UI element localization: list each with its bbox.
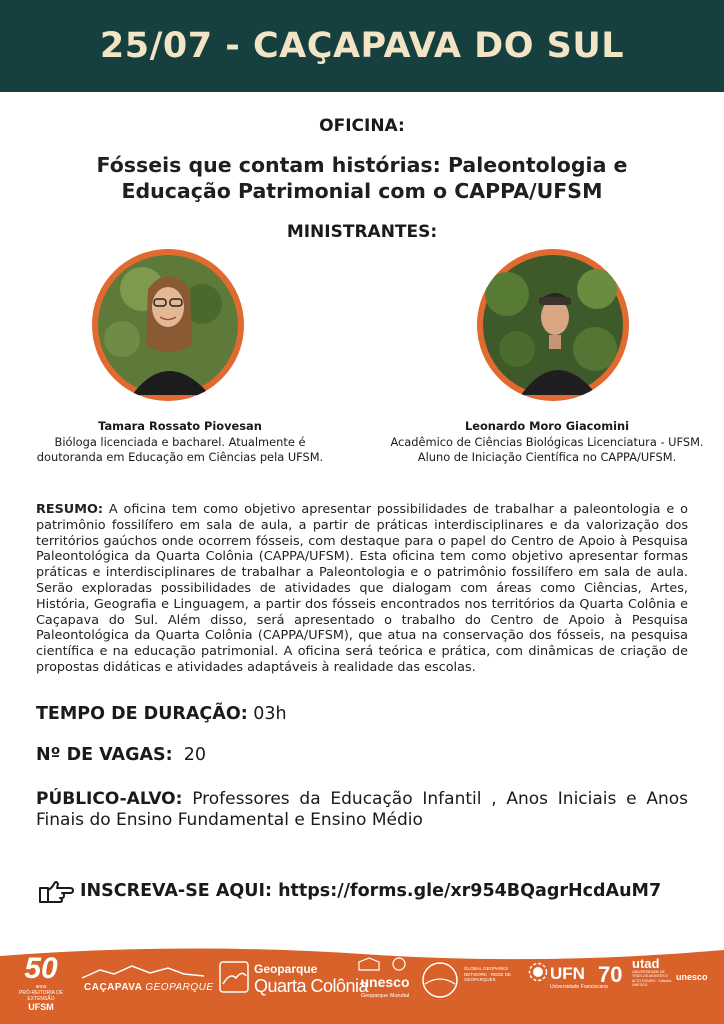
globe-icon (420, 960, 460, 1000)
duracao-line (36, 704, 287, 724)
speaker-photo-tamara (92, 249, 244, 401)
speaker-bio: Acadêmico de Ciências Biológicas Licenciatura - UFSM. Aluno de Iniciação Científica no CAPPA/UFSM. (390, 435, 704, 464)
inscricao-line (38, 876, 661, 906)
inscricao-link[interactable]: https://forms.gle/xr954BQagrHcdAuM7 (278, 881, 662, 901)
speaker-photo-leonardo (477, 249, 629, 401)
speaker-card-leonardo (384, 419, 710, 465)
duracao-value: 03h (253, 704, 287, 724)
speaker-name: Tamara Rossato Piovesan (98, 419, 262, 433)
vagas-label: Nº DE VAGAS: (36, 745, 173, 765)
global-geoparks-network-logo: GLOBAL GEOPARKS NETWORK · REDE DE GEOPARQUES (420, 960, 526, 1005)
speaker-card-tamara (30, 419, 330, 465)
resumo-text: A oficina tem como objetivo apresentar possibilidades de trabalhar a paleontologia e o patrimônio fossilífero em sala de aula, a partir de práticas interdisciplinares e da valorização dos territórios gaúchos onde ocorrem fósseis, com destaque para o papel do Centro de Apoio à Pesquisa Paleontológica da Quarta Colônia (CAPPA/UFSM). Esta oficina tem como objetivo apresentar formas práticas e interdisciplinares de trabalhar a Paleontologia e o patrimônio fossilífero em sala de aula. Serão exploradas possibilidades de atividades que dialogam com áreas como Ciências, Artes, História, Geografia e Linguagem, a partir dos fósseis encontrados nos territórios da Quarta Colônia e Caçapava do Sul. Além disso, será apresentado o trabalho do Centro de Apoio à Pesquisa Paleontológica da Quarta Colônia (CAPPA/UFSM), que atua na conservação dos fósseis, na pesquisa científica e na educação patrimonial. A oficina será teórica e prática, com dinâmicas de criação de propostas didáticas e atividades adaptáveis à realidade das escolas. (36, 502, 688, 675)
inscricao-label: INSCREVA-SE AQUI: (80, 881, 272, 901)
ministrantes-label: MINISTRANTES: (286, 222, 438, 242)
publico-label: PÚBLICO-ALVO: (36, 789, 183, 809)
publico-alvo (36, 789, 688, 831)
speaker-bio: Bióloga licenciada e bacharel. Atualmente é doutoranda em Educação em Ciências pela UFSM. (36, 435, 324, 464)
resumo-paragraph (36, 502, 688, 676)
sponsor-footer: 50 anos PRÓ-REITORIA DE EXTENSÃO UFSM CAÇAPAVA GEOPARQUE Geoparque Quarta Colônia unesco Geoparque Mundial GLOBAL GEOPARKS NETWORK · REDE DE GEOPARQUES UFN Universidade Franciscana 70 utad UNIVERSIDADE DE TRÁS-OS-MONTES E ALTO DOURO · Cátedra UNESCO unesco (0, 946, 724, 1024)
geoparque-icon (218, 960, 250, 994)
vagas-value: 20 (183, 745, 207, 765)
pointing-hand-icon (38, 876, 74, 906)
workshop-title: Fósseis que contam histórias: Paleontologia e Educação Patrimonial com o CAPPA/UFSM (96, 153, 628, 203)
geoparque-quarta-colonia-logo: Geoparque Quarta Colônia (218, 960, 348, 999)
ufn-70-mark: 70 (598, 962, 623, 987)
resumo-label: RESUMO: (36, 502, 103, 517)
event-date-title: 25/07 - CAÇAPAVA DO SUL (99, 26, 625, 66)
vagas-line (36, 745, 206, 765)
oficina-label: OFICINA: (319, 116, 405, 136)
ufn-logo: UFN Universidade Franciscana 70 (528, 962, 624, 987)
header-banner (0, 0, 724, 92)
duracao-label: TEMPO DE DURAÇÃO: (36, 704, 248, 724)
unesco-geoparque-mundial-logo: unesco Geoparque Mundial (354, 956, 416, 999)
mountain-icon (80, 964, 206, 980)
ufn-sun-icon (528, 962, 548, 982)
publico-value: Professores da Educação Infantil , Anos Iniciais e Anos Finais do Ensino Fundamental e Ensino Médio (36, 789, 688, 830)
speaker-name: Leonardo Moro Giacomini (464, 419, 630, 433)
cacapava-geoparque-logo: CAÇAPAVA GEOPARQUE (80, 964, 210, 985)
ufsm-50-anos-logo: 50 anos PRÓ-REITORIA DE EXTENSÃO UFSM (18, 952, 64, 1012)
unesco-temple-icon (355, 956, 415, 972)
